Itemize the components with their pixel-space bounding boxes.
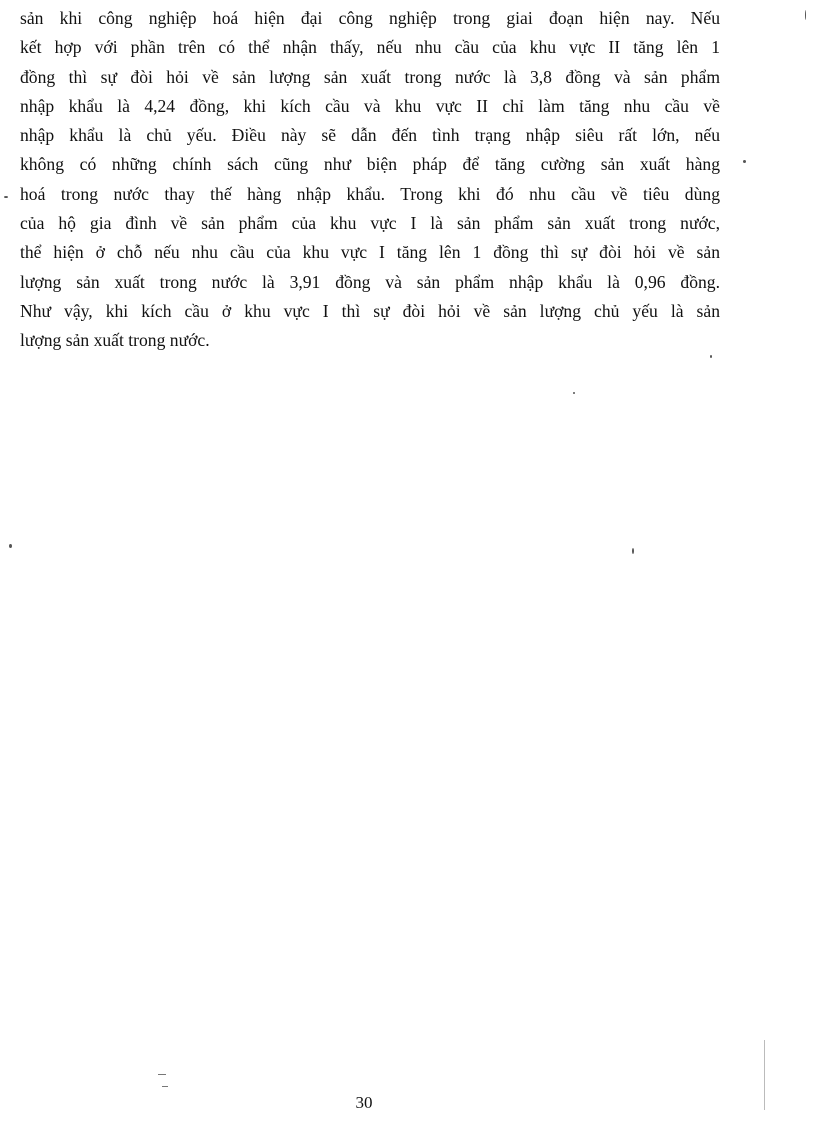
scan-speck bbox=[710, 355, 712, 358]
paragraph-line: nhập khẩu là chủ yếu. Điều này sẽ dẫn đến tình trạng nhập siêu rất lớn, nếu bbox=[20, 125, 720, 146]
page-number: 30 bbox=[355, 1093, 373, 1112]
paragraph-line: kết hợp với phần trên có thể nhận thấy, nếu nhu cầu của khu vực II tăng lên 1 bbox=[20, 37, 720, 58]
scan-mark bbox=[158, 1074, 166, 1075]
paragraph-line: sản khi công nghiệp hoá hiện đại công nghiệp trong giai đoạn hiện nay. Nếu bbox=[20, 8, 720, 28]
scan-speck bbox=[4, 196, 8, 198]
scan-speck bbox=[743, 160, 746, 163]
paragraph-line: đồng thì sự đòi hỏi về sản lượng sản xuất trong nước là 3,8 đồng và sản phẩm bbox=[20, 66, 720, 87]
scan-speck bbox=[805, 10, 806, 20]
paragraph-line: hoá trong nước thay thế hàng nhập khẩu. Trong khi đó nhu cầu về tiêu dùng bbox=[20, 183, 720, 204]
scan-speck bbox=[573, 392, 575, 394]
scan-speck bbox=[632, 548, 634, 554]
scan-edge bbox=[764, 1040, 765, 1110]
paragraph-line: lượng sản xuất trong nước. bbox=[20, 330, 210, 351]
paragraph-line: lượng sản xuất trong nước là 3,91 đồng và sản phẩm nhập khẩu là 0,96 đồng. bbox=[20, 271, 720, 292]
body-paragraph bbox=[20, 4, 720, 356]
scan-mark bbox=[162, 1086, 168, 1087]
paragraph-line: Như vậy, khi kích cầu ở khu vực I thì sự đòi hỏi về sản lượng chủ yếu là sản bbox=[20, 300, 720, 321]
scan-speck bbox=[9, 544, 12, 548]
paragraph-line: thể hiện ở chỗ nếu nhu cầu của khu vực I tăng lên 1 đồng thì sự đòi hỏi về sản bbox=[20, 242, 720, 263]
paragraph-line: nhập khẩu là 4,24 đồng, khi kích cầu và khu vực II chỉ làm tăng nhu cầu về bbox=[20, 95, 720, 116]
paragraph-line: của hộ gia đình về sản phẩm của khu vực I là sản phẩm sản xuất trong nước, bbox=[20, 213, 720, 234]
paragraph-line: không có những chính sách cũng như biện pháp để tăng cường sản xuất hàng bbox=[20, 154, 720, 175]
